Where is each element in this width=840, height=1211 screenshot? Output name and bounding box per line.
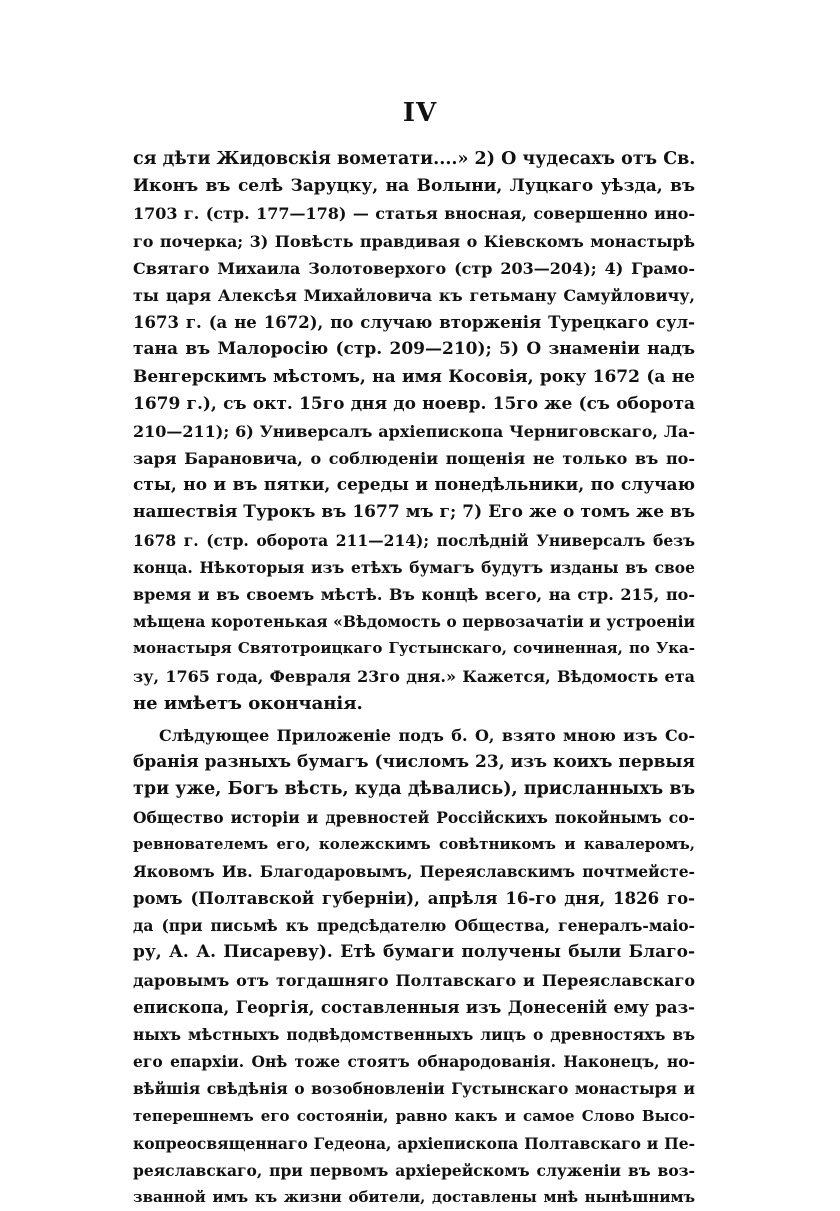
text-line: ты царя Алексѣя Михайловича къ гетьману Самуйловичу, (133, 285, 695, 305)
text-line: Яковомъ Ив. Благодаровымъ, Переяславскимъ почтмейсте- (133, 861, 695, 881)
page-number: IV (402, 98, 438, 128)
text-line: Святаго Михаила Золотоверхого (стр 203—204); 4) Грамо- (133, 258, 695, 278)
text-line: 1673 г. (а не 1672), по случаю вторженія Турецкаго сул- (133, 313, 695, 333)
text-line: Венгерскимъ мѣстомъ, на имя Косовія, року 1672 (а не (133, 366, 695, 387)
text-line: 210—211); 6) Универсалъ архіепископа Черниговскаго, Ла- (133, 421, 695, 441)
paragraph-1 (133, 146, 695, 717)
text-line: да (при письмѣ къ предсѣдателю Общества, генералъ-маіо- (133, 916, 695, 936)
text-line: ру, А. А. Писареву). Етѣ бумаги получены были Благо- (133, 942, 695, 963)
text-line: Общество исторіи и древностей Россійскихъ покойнымъ со- (133, 807, 695, 827)
text-line: нашествія Турокъ въ 1677 мъ г; 7) Его же о томъ же въ (133, 502, 695, 523)
text-line: Иконъ въ селѣ Заруцку, на Волыни, Луцкаго уѣзда, въ (133, 176, 695, 197)
text-line: заря Барановича, о соблюденіи пощенія не только въ по- (133, 449, 695, 469)
text-line: ревнователемъ его, колежскимъ совѣтникомъ и кавалеромъ, (133, 834, 695, 853)
text-line: епископа, Георгія, составленныя изъ Донесеній ему раз- (133, 997, 695, 1017)
text-line: Слѣдующее Приложеніе подъ б. О, взято мною изъ Со- (159, 725, 695, 745)
text-line: реяславскаго, при первомъ архіерейскомъ служеніи въ воз- (133, 1160, 695, 1180)
text-line: не имѣетъ окончанія. (133, 692, 363, 714)
text-line: тана въ Малоросію (стр. 209—210); 5) О знаменіи надъ (133, 339, 695, 360)
text-line: теперешнемъ его состояніи, равно какъ и самое Слово Высо- (133, 1106, 695, 1125)
text-line: конца. Нѣкоторыя изъ етѣхъ бумагъ будутъ изданы въ свое (133, 557, 695, 577)
text-line: сты, но и въ пятки, середы и понедѣльники, по случаю (133, 475, 695, 496)
text-line: ромъ (Полтавской губерніи), апрѣля 16-го дня, 1826 го- (133, 889, 695, 909)
text-line: мѣщена коротенькая «Вѣдомость о первозачатіи и устроеніи (133, 612, 695, 632)
text-line: 1703 г. (стр. 177—178) — статья вносная, совершенно ино- (133, 204, 695, 224)
text-line: даровымъ отъ тогдашняго Полтавскаго и Переяславскаго (133, 970, 695, 990)
text-line: зу, 1765 года, Февраля 23го дня.» Кажется, Вѣдомость ета (133, 666, 695, 686)
text-line: монастыря Святотроицкаго Густынскаго, сочиненная, по Ука- (133, 639, 695, 658)
text-line: его епархіи. Онѣ тоже стоятъ обнародованія. Наконецъ, но- (133, 1052, 695, 1072)
text-line: 1679 г.), съ окт. 15го дня до ноевр. 15го же (съ оборота (133, 393, 695, 414)
text-line: бранія разныхъ бумагъ (числомъ 23, изъ коихъ первыя (133, 752, 695, 773)
body-text (133, 146, 695, 1211)
text-line: вѣйшія свѣдѣнія о возобновленіи Густынскаго монастыря и (133, 1079, 695, 1099)
text-line: три уже, Богъ вѣсть, куда дѣвались), присланныхъ въ (133, 779, 695, 800)
text-line: копреосвященнаго Гедеона, архіепископа Полтавскаго и Пе- (133, 1133, 695, 1153)
text-line: званной имъ къ жизни обители, доставлены мнѣ нынѣшнимъ (133, 1188, 695, 1207)
text-line: 1678 г. (стр. оборота 211—214); послѣдній Универсалъ безъ (133, 530, 695, 550)
text-line: го почерка; 3) Повѣсть правдивая о Кіевскомъ монастырѣ (133, 231, 695, 251)
text-line: ся дѣти Жидовскія вометати....» 2) О чудесахъ отъ Св. (133, 149, 696, 169)
text-line: ныхъ мѣстныхъ подвѣдомственныхъ лицъ о древностяхъ въ (133, 1025, 695, 1044)
paragraph-2 (133, 722, 695, 1211)
text-line: время и въ своемъ мѣстѣ. Въ концѣ всего, на стр. 215, по- (133, 585, 695, 604)
